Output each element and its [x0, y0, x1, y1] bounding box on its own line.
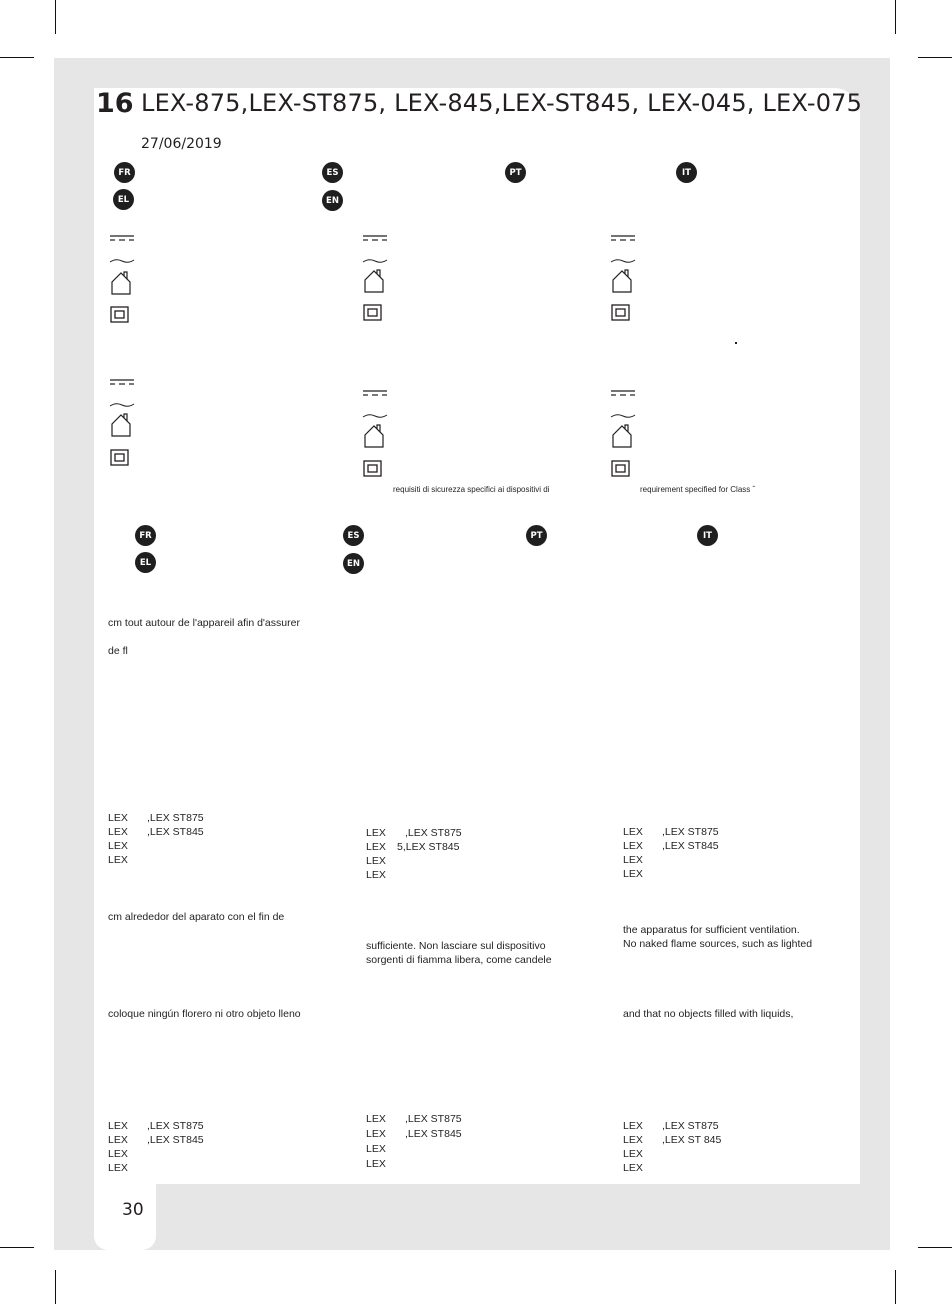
ac-symbol-icon	[110, 260, 134, 263]
crop-mark	[918, 1247, 952, 1248]
dc-symbol-icon	[363, 391, 387, 395]
page-title: LEX-875,LEX-ST875, LEX-845,LEX-ST845, LEX-045, LEX-075	[141, 89, 863, 117]
class-ii-icon	[111, 307, 128, 322]
en-liquids-text: and that no objects filled with liquids,	[623, 1008, 794, 1020]
model-variant: ,LEX ST875	[662, 826, 719, 838]
model-label: LEX	[108, 840, 128, 852]
dc-symbol-icon	[611, 236, 635, 240]
class-ii-icon	[612, 461, 629, 476]
crop-mark	[918, 57, 952, 58]
model-label: LEX	[623, 854, 643, 866]
class-ii-icon	[364, 461, 381, 476]
model-label: LEX	[108, 1120, 128, 1132]
indoor-use-icon	[365, 270, 383, 292]
model-label: LEX	[623, 1134, 643, 1146]
fr-ventilation-text: cm tout autour de l'appareil afin d'assurer	[108, 617, 300, 629]
symbol-group	[609, 387, 639, 487]
dc-symbol-icon	[363, 236, 387, 240]
model-variant: ,LEX ST845	[662, 840, 719, 852]
language-badge-it: IT	[676, 162, 697, 183]
symbol-group	[361, 387, 391, 487]
language-badge-fr: FR	[114, 162, 135, 183]
stray-dot	[735, 342, 737, 344]
language-badge-pt: PT	[505, 162, 526, 183]
class-ii-icon	[612, 305, 629, 320]
crop-mark	[0, 1247, 34, 1248]
language-badge-en: EN	[322, 190, 343, 211]
en-safety-note: requirement specified for Class ˆ	[640, 485, 756, 494]
model-label: LEX	[623, 1148, 643, 1160]
language-badge-el: EL	[113, 189, 134, 210]
document-date: 27/06/2019	[141, 136, 222, 152]
indoor-use-icon	[112, 272, 130, 294]
ac-symbol-icon	[363, 415, 387, 418]
class-ii-icon	[364, 305, 381, 320]
model-label: LEX	[366, 1113, 386, 1125]
model-label: LEX	[366, 1158, 386, 1170]
model-label: LEX	[108, 1148, 128, 1160]
language-badge-fr: FR	[135, 525, 156, 546]
model-label: LEX	[108, 1162, 128, 1174]
it-flame-text: sorgenti di fiamma libera, come candele	[366, 954, 552, 966]
model-label: LEX	[623, 840, 643, 852]
model-label: LEX	[366, 1128, 386, 1140]
section-number: 16	[96, 88, 134, 119]
class-ii-icon	[111, 450, 128, 465]
model-label: LEX	[108, 1134, 128, 1146]
model-label: LEX	[623, 868, 643, 880]
model-variant: ,LEX ST 845	[662, 1134, 722, 1146]
indoor-use-icon	[613, 425, 631, 447]
language-badge-it: IT	[697, 525, 718, 546]
language-badge-es: ES	[322, 162, 343, 183]
model-label: LEX	[366, 869, 386, 881]
crop-mark	[55, 0, 56, 34]
symbol-group	[108, 376, 138, 476]
crop-mark	[895, 0, 896, 34]
indoor-use-icon	[365, 425, 383, 447]
language-badge-el: EL	[135, 552, 156, 573]
language-badge-en: EN	[343, 553, 364, 574]
model-variant: ,LEX ST875	[662, 1120, 719, 1132]
ac-symbol-icon	[611, 260, 635, 263]
dc-symbol-icon	[611, 391, 635, 395]
model-label: LEX	[366, 827, 386, 839]
crop-mark	[0, 57, 34, 58]
es-ventilation-text: cm alrededor del aparato con el fin de	[108, 911, 285, 923]
ac-symbol-icon	[363, 260, 387, 263]
model-variant: ,LEX ST845	[147, 826, 204, 838]
model-label: LEX	[108, 854, 128, 866]
ac-symbol-icon	[110, 404, 134, 407]
model-label: LEX	[366, 841, 386, 853]
model-label: LEX	[623, 1120, 643, 1132]
page-number: 30	[122, 1200, 144, 1220]
fr-flame-text: de fl	[108, 645, 128, 657]
model-variant: ,LEX ST875	[147, 812, 204, 824]
model-variant: ,LEX ST845	[147, 1134, 204, 1146]
es-liquids-text: coloque ningún florero ni otro objeto lleno	[108, 1008, 301, 1020]
dc-symbol-icon	[110, 236, 134, 240]
crop-mark	[55, 1270, 56, 1304]
en-flame-text: No naked flame sources, such as lighted	[623, 938, 813, 950]
model-label: LEX	[108, 826, 128, 838]
ac-symbol-icon	[611, 415, 635, 418]
language-badge-es: ES	[343, 525, 364, 546]
model-label: LEX	[366, 855, 386, 867]
model-label: LEX	[623, 1162, 643, 1174]
indoor-use-icon	[613, 270, 631, 292]
model-variant: ,LEX ST875	[405, 827, 462, 839]
model-label: LEX	[623, 826, 643, 838]
model-variant: ,LEX ST875	[147, 1120, 204, 1132]
symbol-group	[108, 232, 138, 332]
model-label: LEX	[108, 812, 128, 824]
en-ventilation-text: the apparatus for sufficient ventilation.	[623, 924, 800, 936]
model-label: LEX	[366, 1143, 386, 1155]
dc-symbol-icon	[110, 380, 134, 384]
model-variant: ,LEX ST845	[405, 1128, 462, 1140]
it-ventilation-text: sufficiente. Non lasciare sul dispositivo	[366, 940, 546, 952]
indoor-use-icon	[112, 414, 130, 436]
symbol-group	[609, 232, 639, 332]
model-variant: ,LEX ST875	[405, 1113, 462, 1125]
crop-mark	[895, 1270, 896, 1304]
model-variant: 5,LEX ST845	[397, 841, 460, 853]
symbol-group	[361, 232, 391, 332]
language-badge-pt: PT	[526, 525, 547, 546]
it-safety-note: requisiti di sicurezza specifici ai dispositivi di	[393, 485, 550, 494]
